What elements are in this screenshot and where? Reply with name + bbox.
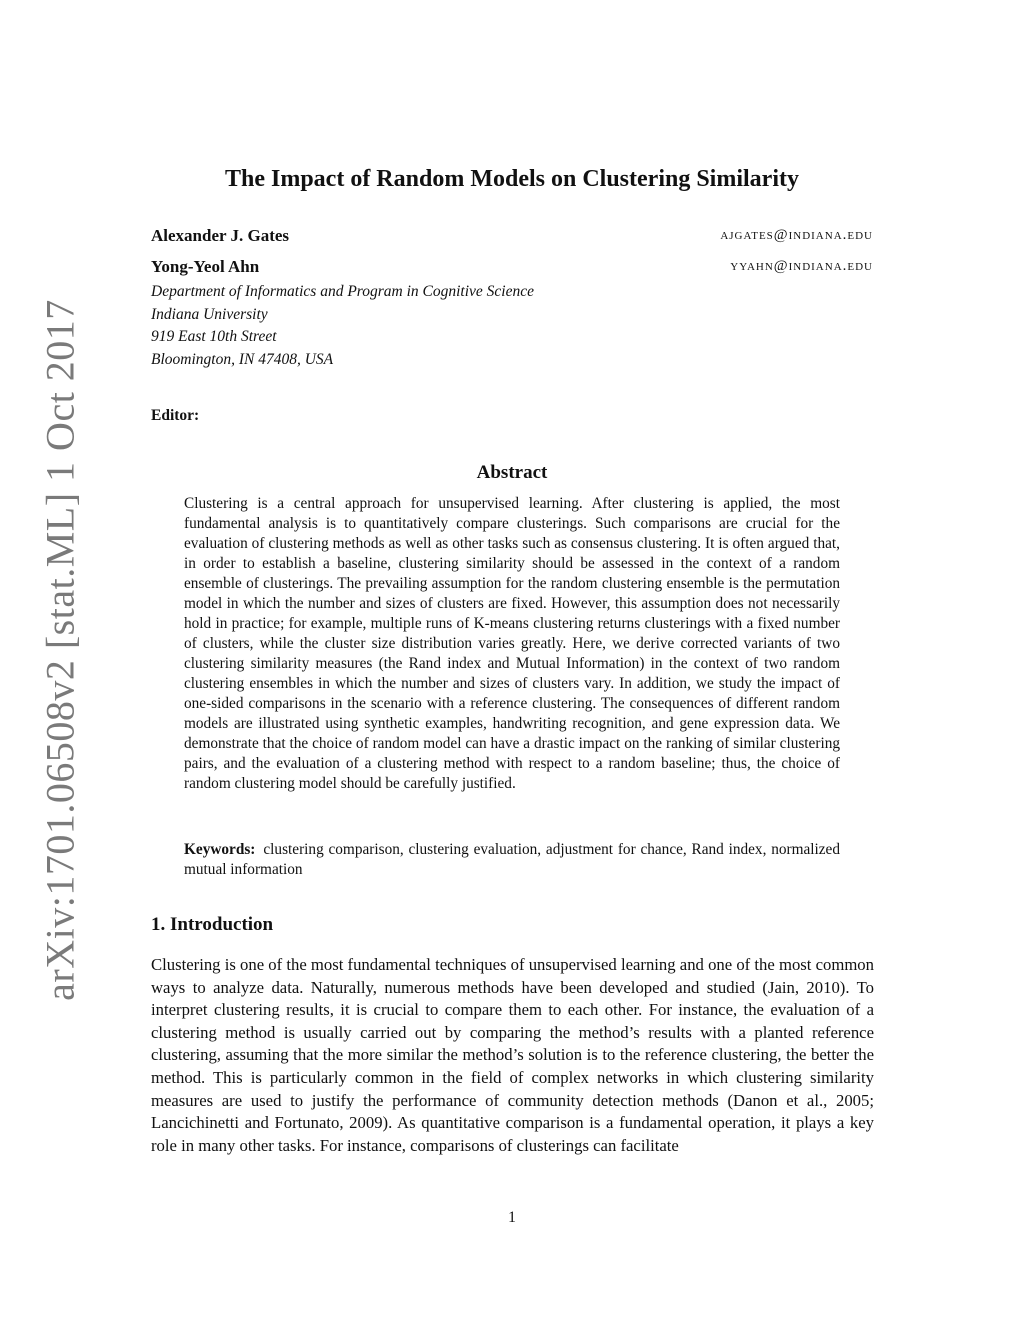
affiliation-block [151,281,534,371]
paper-title: The Impact of Random Models on Clustering Similarity [224,166,799,192]
abstract-text: Clustering is a central approach for unsupervised learning. After clustering is applied, the most fundamental analysis is to quantitatively compare clusterings. Such comparisons are crucial for the evaluation of clustering methods as well as other tasks such as consensus clustering. It is often argued that, in order to establish a baseline, clustering similarity should be assessed in the context of a random ensemble of clusterings. The prevailing assumption for the random clustering ensemble is the permutation model in which the number and sizes of clusters are fixed. However, this assumption does not necessarily hold in practice; for example, multiple runs of K-means clustering returns clusterings with a fixed number of clusters, while the cluster size distribution varies greatly. Here, we derive corrected variants of two clustering similarity measures (the Rand index and Mutual Information) in the context of two random clustering ensembles in which the number and sizes of clusters vary. In addition, we study the impact of one-sided comparisons in the scenario with a reference clustering. The consequences of different random models are illustrated using synthetic examples, handwriting recognition, and gene expression data. We demonstrate that the choice of random model can have a drastic impact on the ranking of similar clustering pairs, and the evaluation of a clustering method with respect to a random baseline; thus, the choice of random clustering model should be carefully justified. [184,495,840,792]
arxiv-identifier-stamp[interactable]: arXiv:1701.06508v2 [stat.ML] 1 Oct 2017 [37,299,83,1001]
affiliation-department: Department of Informatics and Program in Cognitive Science [151,283,534,300]
abstract-heading: Abstract [476,462,548,483]
affiliation-street: 919 East 10th Street [151,328,277,345]
author-name: Yong-Yeol Ahn [151,257,260,276]
affiliation-city: Bloomington, IN 47408, USA [151,350,334,368]
page-number: 1 [508,1209,516,1226]
author-row-1 [151,226,873,246]
author-email[interactable]: yyahn@indiana.edu [730,258,873,274]
author-row-2 [151,257,873,277]
keywords-label: Keywords: [184,841,256,858]
author-name: Alexander J. Gates [151,226,290,245]
section-heading-introduction: 1. Introduction [151,914,274,935]
keywords-text: clustering comparison, clustering evaluation, adjustment for chance, Rand index, normalized mutual information [184,841,840,878]
affiliation-university: Indiana University [151,305,268,323]
keywords [184,840,840,880]
editor-label: Editor: [151,407,200,424]
author-email[interactable]: ajgates@indiana.edu [720,227,873,243]
introduction-text: Clustering is one of the most fundamental techniques of unsupervised learning and one of the most common ways to analyze data. Naturally, numerous methods have been developed and studied (Jain, 2010). To interpret clustering results, it is crucial to compare them to each other. For instance, the evaluation of a clustering method is usually carried out by comparing the method’s results with a planted reference clustering, assuming that the more similar the method’s solution is to the reference clustering, the better the method. This is particularly common in the field of complex networks in which clustering similarity measures are used to justify the performance of community detection methods (Danon et al., 2005; Lancichinetti and Fortunato, 2009). As quantitative comparison is a fundamental operation, it plays a key role in many other tasks. For instance, comparisons of clusterings can facilitate [151,955,874,1155]
